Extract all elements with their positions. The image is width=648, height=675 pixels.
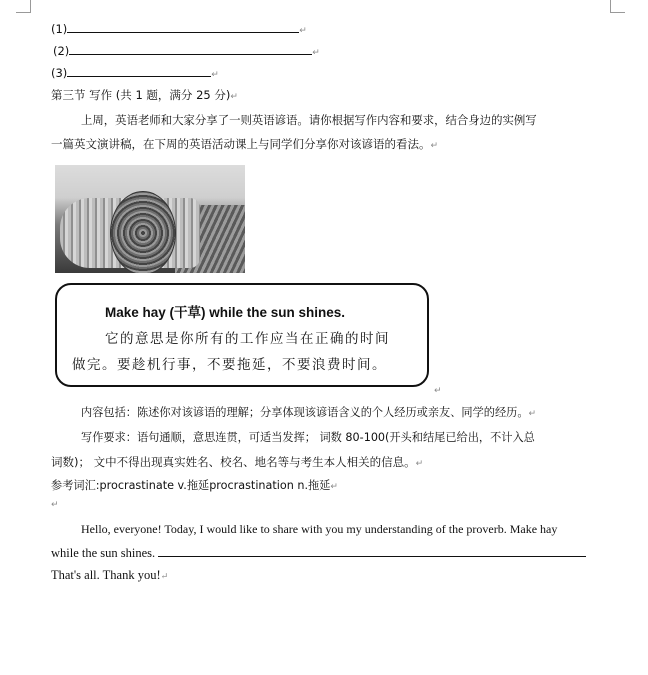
answer-label: (3) [51,66,68,80]
content-requirements [81,404,536,420]
essay-opening-line-2-text: while the sun shines. [51,546,156,560]
paragraph-mark-icon: ↵ [434,386,442,396]
paragraph-mark-icon: ↵ [528,409,537,419]
paragraph-mark-icon: ↵ [415,459,424,469]
paragraph-mark-icon: ↵ [51,500,59,510]
writing-requirements-line-2-text: 词数)； 文中不得出现真实姓名、校名、地名等与考生本人相关的信息。 [51,455,416,469]
answer-line-1[interactable] [51,22,307,36]
intro-line-2 [51,136,438,152]
intro-line-2-text: 一篇英文演讲稿，在下周的英语活动课上与同学们分享你对该谚语的看法。 [51,137,431,151]
proverb-box [55,283,429,387]
page-corner-mark-left [16,0,31,13]
paragraph-mark-icon: ↵ [211,70,219,80]
page-corner-mark-right [610,0,625,13]
paragraph-mark-icon: ↵ [299,26,307,36]
writing-requirements-line-1: 写作要求：语句通顺，意思连贯，可适当发挥； 词数 80-100(开头和结尾已给出，不计入总 [81,431,535,444]
essay-closing [51,568,168,583]
paragraph-mark-icon: ↵ [330,482,338,492]
answer-blank[interactable] [67,22,299,33]
reference-vocabulary [51,477,338,493]
answer-line-2[interactable] [53,44,320,58]
paragraph-mark-icon: ↵ [312,48,320,58]
paragraph-mark-icon: ↵ [230,92,238,102]
essay-opening-line-2 [51,545,586,561]
writing-requirements-line-2 [51,454,423,470]
answer-line-3[interactable] [51,66,219,80]
paragraph-mark-icon: ↵ [160,571,169,581]
answer-label: (1) [51,22,68,36]
proverb-text: Make hay (干草) while the sun shines. [105,305,346,320]
answer-blank[interactable] [67,66,211,77]
essay-opening-line-1: Hello, everyone! Today, I would like to share with you my understanding of the proverb. Make hay [81,522,558,536]
intro-line-1: 上周，英语老师和大家分享了一则英语谚语。请你根据写作内容和要求，结合身边的实例写 [81,113,537,127]
essay-closing-text: That's all. Thank you! [51,568,161,582]
hay-bale-photo [55,165,245,273]
hay-bale-end [110,191,176,273]
answer-blank[interactable] [69,44,312,55]
proverb-meaning-line-2: 做完。要趁机行事，不要拖延，不要浪费时间。 [72,357,387,373]
reference-vocabulary-text: 参考词汇:procrastinate v.拖延procrastination n.拖延 [51,479,331,492]
proverb-meaning-line-1: 它的意思是你所有的工作应当在正确的时间 [105,331,390,347]
essay-answer-blank[interactable] [158,545,586,557]
section-heading-text: 第三节 写作 (共 1 题，满分 25 分) [51,88,231,102]
answer-label: (2) [53,44,70,58]
section-heading [51,87,238,103]
content-requirements-text: 内容包括：陈述你对该谚语的理解；分享体现该谚语含义的个人经历或亲友、同学的经历。 [81,406,529,419]
paragraph-mark-icon: ↵ [430,141,439,151]
